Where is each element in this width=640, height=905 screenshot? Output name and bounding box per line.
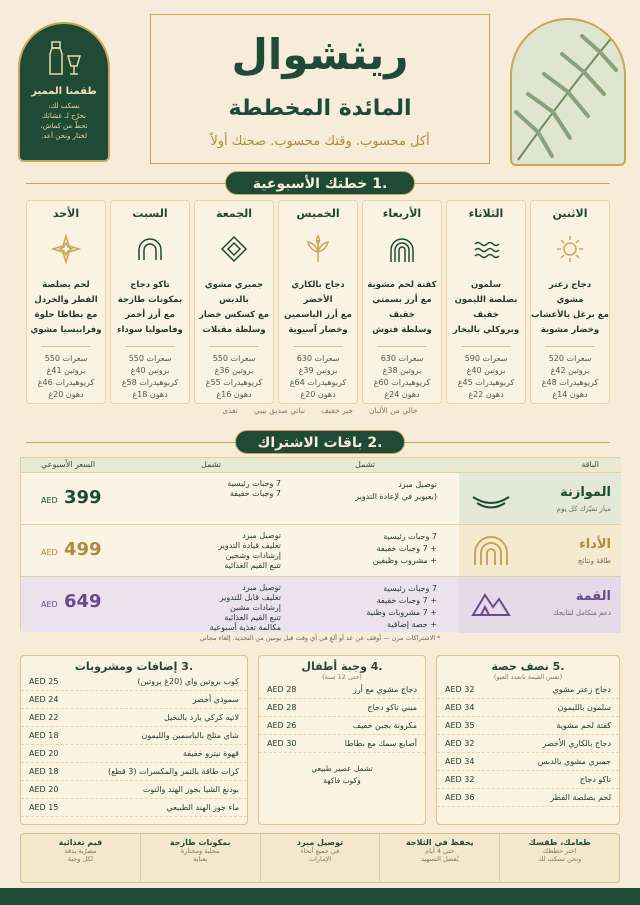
meal-line: دجاج زعتر [548,280,592,290]
features-footer [20,833,620,883]
legend-vegetarian: نباتي صديق بيبي [253,406,306,415]
feature-desc: ونحن نسكب لك [537,855,582,863]
legend-dairy-free: خالي من الألبان [369,406,418,415]
plan-includes [287,479,437,503]
addons-box [20,655,248,825]
item-name: مكرونة بجبن خفيف [352,721,417,730]
macro-carbs: كربوهيدرات 48غ [541,378,599,387]
plan-service-line: توصيل مبرد [242,583,281,592]
macro-fat: دهون 24غ [384,390,420,399]
item-price: AED 20 [29,749,59,758]
item-name: بودنغ الشيا بجوز الهند والتوت [142,785,239,794]
item-name: لحم بصلصة الفطر [550,793,611,802]
plans-table [20,457,620,631]
section-heading-week: .1 خطتك الأسبوعية [225,171,415,195]
divider [377,346,427,347]
item-name: ميني تاكو دجاج [367,703,417,712]
plan-include-line: + 7 وجبات خفيفة [376,596,437,605]
list-item[interactable] [21,745,247,763]
item-price: AED 32 [445,685,475,694]
dietary-legend [170,406,470,420]
item-price: AED 34 [445,703,475,712]
list-item[interactable] [437,771,619,789]
plan-row-peak[interactable] [21,576,621,632]
day-name: الثلاثاء [468,207,504,220]
plan-description: دعم متكامل لنتايجك [552,609,611,617]
item-name: لاتيه كركي بارد بالنخيل [163,713,239,722]
macro-fat: دهون 22غ [468,390,504,399]
meal-line: وخضار آسيوية [288,325,348,335]
plan-service-line: 7 وجبات خفيفة [229,489,281,498]
meal-line: خفيف [389,310,415,320]
list-item[interactable] [21,781,247,799]
item-name: كوب بروتين واي (20غ بروتين) [137,677,239,686]
column-header-plan: الباقة [581,460,599,469]
day-card-sunday[interactable] [26,200,106,404]
plan-services [141,479,281,499]
feature-desc: يُفضل التسهيد [420,855,459,863]
macro-calories: سعرات 550 [212,354,256,363]
diamond-icon [219,234,249,264]
feature-desc: الإمارات [308,855,332,863]
feature-item [379,834,499,882]
list-item[interactable] [437,699,619,717]
feature-item [140,834,260,882]
brand-title: ريثشوال [231,30,409,79]
currency: AED [41,548,58,557]
day-card-monday[interactable] [530,200,610,404]
plan-service-line: تتبع القيم الغذائية [224,561,281,570]
macro-fat: دهون 14غ [552,390,588,399]
day-card-thursday[interactable] [278,200,358,404]
item-name: شاي مثلج بالياسمين والليمون [141,731,239,740]
day-card-saturday[interactable] [110,200,190,404]
feature-item [260,834,380,882]
divider [293,346,343,347]
meal-line: الأخضر [303,295,333,305]
meal-line: مع بطاطا حلوة [34,310,98,320]
macro-protein: بروتين 38غ [382,366,422,375]
list-item[interactable] [437,735,619,753]
meal-line: الفطر والخردل [34,295,98,305]
meal-line: بصلصة الليمون [454,295,518,305]
item-name: دجاج مشوي مع أرز [352,685,417,694]
badge-line: تحطّ من كماش، [40,122,88,130]
macro-carbs: كربوهيدرات 46غ [37,378,95,387]
day-card-friday[interactable] [194,200,274,404]
leaf-icon [303,234,333,264]
item-name: تاكو دجاج [579,775,611,784]
meal-line: وبروكلي بالبخار [452,325,520,335]
feature-title: قيم تغذائية [58,838,103,847]
macro-fat: دهون 20غ [48,390,84,399]
waves-arc-icon [471,483,511,515]
box-title: .4 وجبة أطفال [301,660,383,673]
day-name: الاثنين [552,207,588,220]
macro-calories: سعرات 590 [464,354,508,363]
macro-fat: دهون 16غ [216,390,252,399]
list-item[interactable] [21,799,247,817]
item-name: سلمون بالليمون [557,703,611,712]
meal-line: تاكو دجاج [130,280,170,290]
column-header-price: السعر الأسبوعي [41,460,96,469]
plan-description: ميار تميّزك كل يوم [556,505,611,513]
item-price: AED 28 [267,703,297,712]
macro-fat: دهون 18غ [132,390,168,399]
item-name: قهوة نيترو خفيفة [183,749,239,758]
kids-extra [259,763,425,787]
column-header-services: تشمل [200,460,221,469]
meal-line: لحم بصلصة [42,280,90,290]
feature-item [21,834,140,882]
list-item[interactable] [437,681,619,699]
bottle-glass-icon [44,38,84,78]
item-price: AED 36 [445,793,475,802]
currency: AED [41,600,58,609]
day-card-wednesday[interactable] [362,200,442,404]
divider [41,346,91,347]
plan-price [37,539,102,560]
half-portion-box [436,655,620,825]
feature-title: يحفظ في الثلاجة [405,838,474,847]
feature-title: بمكونات طازجة [169,838,231,847]
plan-name: القمة [575,589,611,604]
item-price: AED 18 [29,731,59,740]
list-item[interactable] [21,673,247,691]
item-price: AED 24 [29,695,59,704]
plan-services [141,531,281,571]
plan-service-line: توصيل مبرد [242,531,281,540]
list-item[interactable] [21,763,247,781]
star-icon [51,234,81,264]
mountain-icon [471,587,511,619]
tagline: أكل محسوب. وقتك محسوب. صحتك أولاً [210,134,430,149]
currency: AED [41,496,58,505]
list-item[interactable] [259,717,425,735]
brand-badge [18,22,110,162]
price-value: 499 [63,539,102,560]
feature-desc: مصرّبة بدقة [64,847,97,855]
day-name: الجمعة [215,207,253,220]
item-price: AED 25 [29,677,59,686]
plan-price [37,591,102,612]
divider [545,346,595,347]
plan-includes [287,583,437,631]
feature-desc: في جميع أنحاء [300,847,340,855]
meal-line: سلمون [470,280,502,290]
list-item[interactable] [21,691,247,709]
feature-desc: اختر خططك [542,847,577,855]
price-value: 649 [63,591,102,612]
item-price: AED 22 [29,713,59,722]
macro-carbs: كربوهيدرات 55غ [205,378,263,387]
meal-line: وفاصوليا سوداء [117,325,183,335]
item-name: كرات طاقة بالتمر والمكسرات (3 قطع) [107,767,239,776]
kids-meal-box [258,655,426,825]
meal-line: مع أرز أحمر [125,310,175,320]
item-price: AED 34 [445,757,475,766]
divider [209,346,259,347]
kids-extra-line: وكوب فاكهة [323,776,361,785]
item-name: ماء جوز الهند الطبيعي [166,803,239,812]
meal-line: بالدبس [219,295,249,305]
meal-line: بمكونات طازجة [117,295,183,305]
plan-name: الموازنة [560,485,611,500]
macro-carbs: كربوهيدرات 64غ [289,378,347,387]
item-price: AED 20 [29,785,59,794]
item-price: AED 32 [445,739,475,748]
macro-protein: بروتين 39غ [298,366,338,375]
bottom-decor-bar [0,888,640,905]
column-header-includes: تشمل [354,460,375,469]
weekly-plan [26,200,610,404]
divider [461,346,511,347]
item-price: AED 32 [445,775,475,784]
meal-line: مع كسكس خضار [198,310,270,320]
meal-line: وسلطة مقبلات [202,325,266,335]
plan-include-line: + حصة إضافية [387,620,437,629]
badge-line: نحرّج لـ عشائك [42,112,86,120]
plan-include-line: + مشروب وظيفين [372,556,437,565]
macro-carbs: كربوهيدرات 60غ [373,378,431,387]
divider [125,346,175,347]
macro-protein: بروتين 40غ [466,366,506,375]
item-name: سموذي أخضر [192,695,239,704]
plan-include-line: 7 وجبات رئيسية [383,532,437,541]
badge-title: طقمنا المميز [31,86,97,97]
plan-include-line: توصيل مبرد [398,480,437,489]
macro-calories: سعرات 520 [548,354,592,363]
feature-title: توصيل مبرد [296,838,344,847]
day-name: الأحد [52,207,80,220]
plan-service-line: إرشادات مشين [229,603,281,612]
plan-row-balance[interactable] [21,472,621,524]
meal-line: جمبري مشوي [204,280,264,290]
meal-line: كفتة لحم مشوية [367,280,437,290]
plan-name: الأداء [579,537,611,552]
item-price: AED 26 [267,721,297,730]
list-item[interactable] [437,753,619,771]
list-item[interactable] [437,717,619,735]
plan-include-line: 7 وجبات رئيسية [383,584,437,593]
plan-price [37,487,102,508]
plan-service-line: تغليف قابل للتدوير [219,593,281,602]
box-subtitle: (حتى 12 سنة) [322,673,362,681]
item-price: AED 15 [29,803,59,812]
feature-item [499,834,619,882]
meal-line: وفرابيسيا مشوي [30,325,102,335]
box-subtitle: (نفس القيمة بانعدد العيو) [493,673,563,681]
day-name: السبت [132,207,168,220]
box-title: .3 إضافات ومشروبات [74,660,194,673]
macro-calories: سعرات 630 [296,354,340,363]
plan-row-performance[interactable] [21,524,621,576]
plan-description: طاقة ونتائج [577,557,611,565]
plan-service-line: 7 وجبات رئيسية [227,479,281,488]
macro-protein: بروتين 41غ [46,366,86,375]
plan-includes [287,531,437,567]
item-name: كفتة لحم مشوية [556,721,611,730]
plan-include-line: + 7 وجبات خفيفة [376,544,437,553]
meal-line: مع أرز بسمتي [372,295,432,305]
list-item[interactable] [21,709,247,727]
day-card-tuesday[interactable] [446,200,526,404]
kids-extra-line: تشمل عصير طبيعي [311,764,373,773]
meal-line: وسلطة فتوش [372,325,432,335]
plan-service-line: تتبع القيم الغذائية [224,613,281,622]
list-item[interactable] [21,727,247,745]
macro-calories: سعرات 630 [380,354,424,363]
palm-leaf-illustration [510,18,626,166]
day-name: الخميس [296,207,340,220]
sun-icon [555,234,585,264]
item-name: جمبري مشوي بالدبس [537,757,611,766]
meal-line: دجاج بالكاري [291,280,345,290]
plans-table-header [21,458,621,472]
arch-icon [135,234,165,264]
arch-icon [471,535,511,567]
macro-protein: بروتين 42غ [550,366,590,375]
feature-desc: حتى 4 أيام [425,847,455,855]
macro-carbs: كربوهيدرات 45غ [457,378,515,387]
plan-include-line: (بعبوير في لإعادة التدوير [355,492,437,501]
macro-carbs: كربوهيدرات 58غ [121,378,179,387]
list-item[interactable] [437,789,619,807]
item-name: أصابع سمك مع بطاطا [344,739,417,748]
item-name: دجاج زعتر مشوي [552,685,611,694]
macro-protein: بروتين 40غ [130,366,170,375]
macro-fat: دهون 20غ [300,390,336,399]
feature-desc: لكل وجبة [67,855,93,863]
item-price: AED 35 [445,721,475,730]
plan-service-line: مكالمة تغذية أسبوعية [209,623,281,632]
feature-desc: محلية ومختارة [180,847,220,855]
meal-line: مع برغل بالأعشاب [531,310,609,320]
item-price: AED 30 [267,739,297,748]
plan-service-line: إرشادات وشحين [225,551,281,560]
meal-line: وخضار مشوية [540,325,600,335]
badge-line: لختار ونحن أعد. [41,132,87,140]
meal-line: مشوي [556,295,584,305]
legend-light: خير خفيف [321,406,354,415]
list-item[interactable] [259,699,425,717]
badge-line: نسكب لك، [48,102,80,110]
plans-note: * الاشتراكات مرن — أوقف عن عد أو ألغِ في أي وقت قبل يومين من التجديد. إلغاء مجاني [199,634,441,642]
list-item[interactable] [259,681,425,699]
page-subtitle: المائدة المخططة [228,96,412,121]
palm-leaf-icon [510,20,624,166]
meal-line: مع أرز الياسمين [284,310,352,320]
section-heading-plans: .2 باقات الاشتراك [235,430,405,454]
item-price: AED 18 [29,767,59,776]
plan-services [141,583,281,633]
legend-nutrition: تغذى [222,406,238,415]
plan-include-line: + 7 مشروبات وظنية [366,608,437,617]
waves-icon [471,234,501,264]
arch-icon [387,234,417,264]
meal-line: خفيف [473,310,499,320]
box-title: .5 نصف حصة [491,660,565,673]
item-name: دجاج بالكاري الأخضر [542,739,611,748]
day-name: الأربعاء [382,207,422,220]
macro-calories: سعرات 550 [44,354,88,363]
feature-title: طعامك، طقسك [528,838,591,847]
list-item[interactable] [259,735,425,753]
plan-service-line: تغليف قيادة التدوير [218,541,281,550]
item-price: AED 28 [267,685,297,694]
macro-protein: بروتين 36غ [214,366,254,375]
macro-calories: سعرات 550 [128,354,172,363]
price-value: 399 [63,487,102,508]
feature-desc: بعناية [193,855,208,863]
